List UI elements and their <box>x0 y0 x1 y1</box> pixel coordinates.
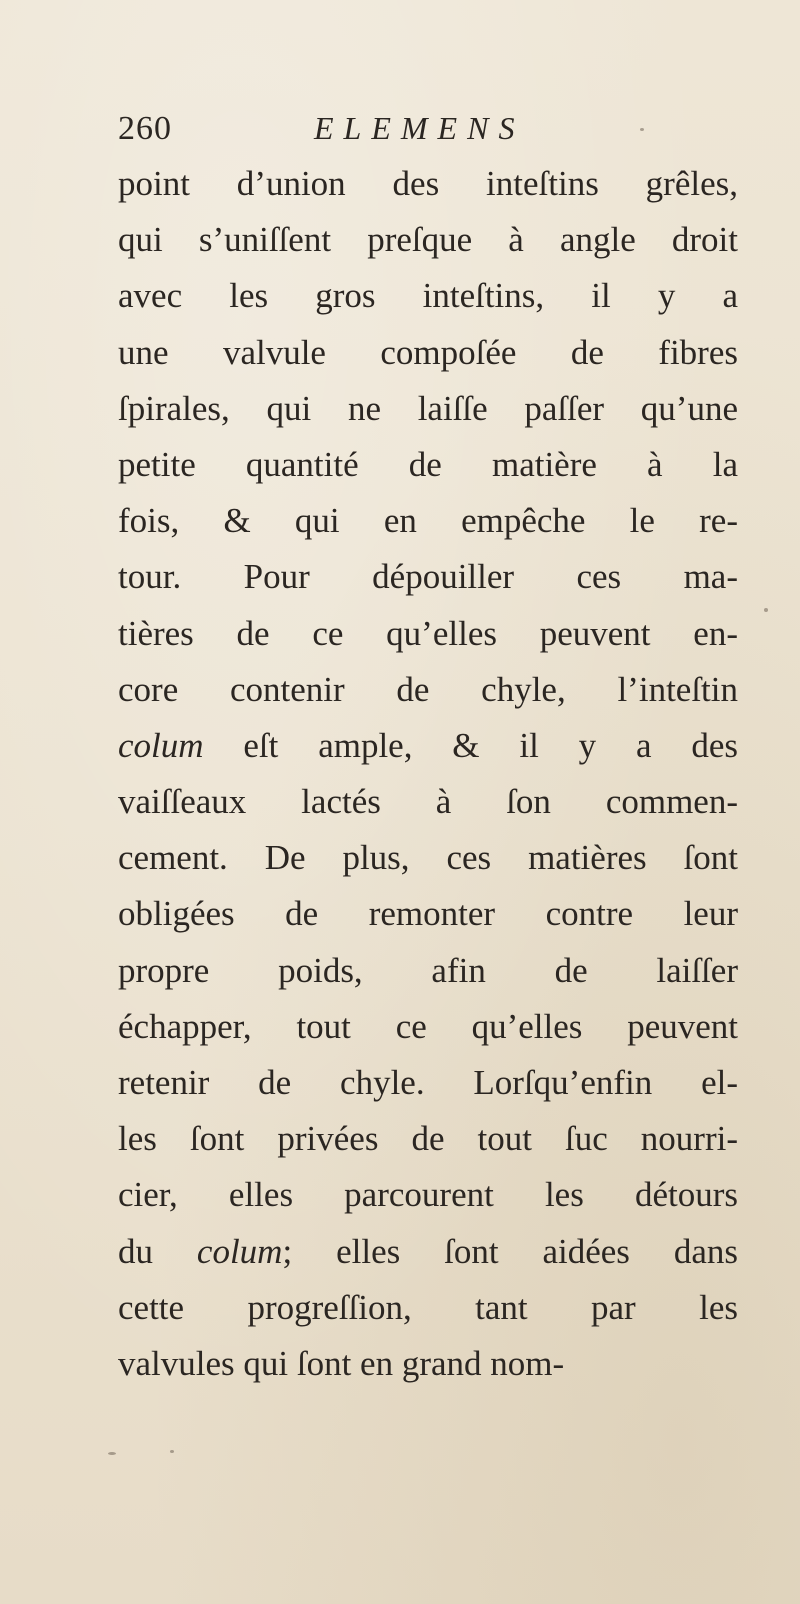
text-line <box>118 325 738 381</box>
paper-speck <box>764 608 768 612</box>
text-line <box>118 830 738 886</box>
text-line <box>118 1280 738 1336</box>
text-segment: eſt ample, & il y a des <box>203 725 738 765</box>
text-line <box>118 268 738 324</box>
text-line <box>118 1224 738 1280</box>
text-line <box>118 774 738 830</box>
text-line <box>118 212 738 268</box>
text-line <box>118 1336 738 1392</box>
text-segment: qui s’uniſſent preſque à angle droit <box>118 220 738 260</box>
text-line <box>118 549 738 605</box>
page-header <box>118 104 638 160</box>
paper-speck <box>640 128 644 131</box>
text-segment: une valvule compoſée de fibres <box>118 332 738 372</box>
text-line <box>118 718 738 774</box>
text-line <box>118 1167 738 1223</box>
text-line <box>118 156 738 212</box>
text-line <box>118 381 738 437</box>
text-segment: propre poids, afin de laiſſer <box>118 950 738 990</box>
paper-speck <box>108 1452 116 1455</box>
text-segment: core contenir de chyle, l’inteſtin <box>118 669 738 709</box>
text-line <box>118 999 738 1055</box>
paper-speck <box>170 1450 174 1453</box>
text-segment: tour. Pour dépouiller ces ma- <box>118 557 738 597</box>
text-line <box>118 1111 738 1167</box>
text-segment: valvules qui ſont en grand nom- <box>118 1343 565 1383</box>
text-segment: ; elles ſont aidées dans <box>282 1231 738 1271</box>
text-line <box>118 493 738 549</box>
text-segment: point d’union des inteſtins grêles, <box>118 164 738 203</box>
text-segment: obligées de remonter contre leur <box>118 894 738 934</box>
text-segment: vaiſſeaux lactés à ſon commen- <box>118 782 738 822</box>
text-segment: cier, elles parcourent les détours <box>118 1175 738 1215</box>
text-line <box>118 1055 738 1111</box>
text-segment: du <box>118 1231 197 1271</box>
text-segment: cement. De plus, ces matières ſont <box>118 838 738 878</box>
text-line <box>118 886 738 942</box>
text-line <box>118 606 738 662</box>
text-line <box>118 943 738 999</box>
text-segment: avec les gros inteſtins, il y a <box>118 276 738 316</box>
text-segment: fois, & qui en empêche le re- <box>118 501 738 541</box>
text-segment: cette progreſſion, tant par les <box>118 1287 738 1327</box>
text-segment: petite quantité de matière à la <box>118 444 738 484</box>
running-head: ELEMENS <box>314 110 525 146</box>
text-segment: retenir de chyle. Lorſqu’enfin el- <box>118 1063 738 1102</box>
page-number: 260 <box>118 110 172 147</box>
italic-term: colum <box>118 725 204 765</box>
text-segment: échapper, tout ce qu’elles peuvent <box>118 1006 738 1046</box>
text-line <box>118 437 738 493</box>
italic-term: colum <box>196 1231 283 1271</box>
text-segment: ſpirales, qui ne laiſſe paſſer qu’une <box>118 388 738 428</box>
text-segment: tières de ce qu’elles peuvent en- <box>118 613 738 653</box>
text-segment: les ſont privées de tout ſuc nourri- <box>118 1119 738 1159</box>
text-line <box>118 662 738 718</box>
body-text <box>118 156 738 1392</box>
